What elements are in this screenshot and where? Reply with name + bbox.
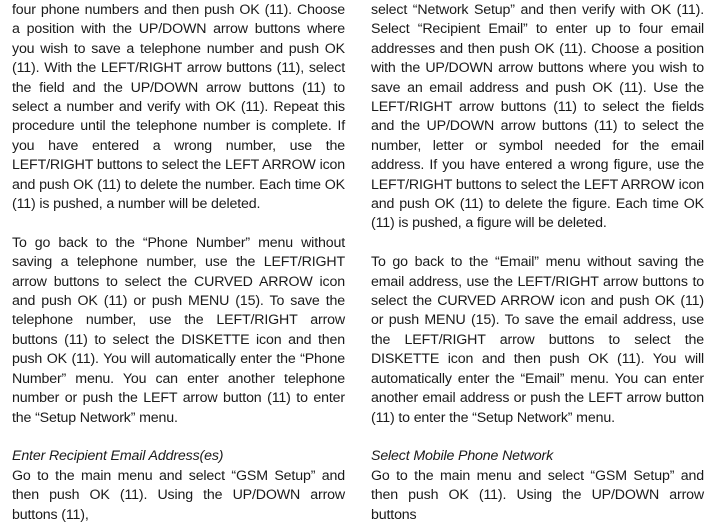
email-save-paragraph: To go back to the “Email” menu without saving the email address, use the LEFT/RIGHT arrow buttons to select the CURVED ARROW icon and push OK (11) or push MENU (15). To save the email address, use the LEFT/RIGHT arrow buttons to select the DISKETTE icon and then push OK (11). You will automatically enter the “Email” menu. You can enter another email address or push the LEFT arrow button (11) to enter the “Setup Network” menu.: [371, 254, 704, 426]
phone-number-entry-paragraph: four phone numbers and then push OK (11). Choose a position with the UP/DOWN arrow buttons where you wish to save a telephone number and push OK (11). With the LEFT/RIGHT arrow buttons (11), select the field and the UP/DOWN arrow buttons (11) to select a number and verify with OK (11). Repeat this procedure until the telephone number is complete. If you have entered a wrong number, use the LEFT/RIGHT buttons to select the LEFT ARROW icon and push OK (11) to delete the number. Each time OK (11) is pushed, a number will be deleted.: [12, 2, 345, 213]
recipient-email-intro-paragraph: Go to the main menu and select “GSM Setup” and then push OK (11). Using the UP/DOWN arrow buttons (11),: [12, 467, 345, 523]
section-heading-mobile-network: Select Mobile Phone Network: [371, 448, 554, 465]
section-heading-recipient-email: Enter Recipient Email Address(es): [12, 448, 224, 465]
phone-number-save-paragraph: To go back to the “Phone Number” menu without saving a telephone number, use the LEFT/RIGHT arrow buttons to select the CURVED ARROW icon and push OK (11) or push MENU (15). To save the telephone number, use the LEFT/RIGHT arrow buttons (11) to select the DISKETTE icon and then push OK (11). You will automatically enter the “Phone Number” menu. You can enter another telephone number or push the LEFT arrow button (11) to enter the “Setup Network” menu.: [12, 234, 345, 426]
right-column: [371, 1, 704, 525]
left-column: [12, 1, 345, 525]
mobile-network-intro-paragraph: Go to the main menu and select “GSM Setup” and then push OK (11). Using the UP/DOWN arrow buttons: [371, 467, 704, 523]
email-entry-paragraph: select “Network Setup” and then verify with OK (11). Select “Recipient Email” to enter up to four email addresses and then push OK (11). Choose a position with the UP/DOWN arrow buttons where you wish to save an email address and push OK (11). Use the LEFT/RIGHT arrow buttons (11) to select the fields and the UP/DOWN arrow buttons (11) to select the number, letter or symbol needed for the email address. If you have entered a wrong figure, use the LEFT/RIGHT buttons to select the LEFT ARROW icon and push OK (11) to delete the figure. Each time OK (11) is pushed, a figure will be deleted.: [371, 2, 704, 232]
